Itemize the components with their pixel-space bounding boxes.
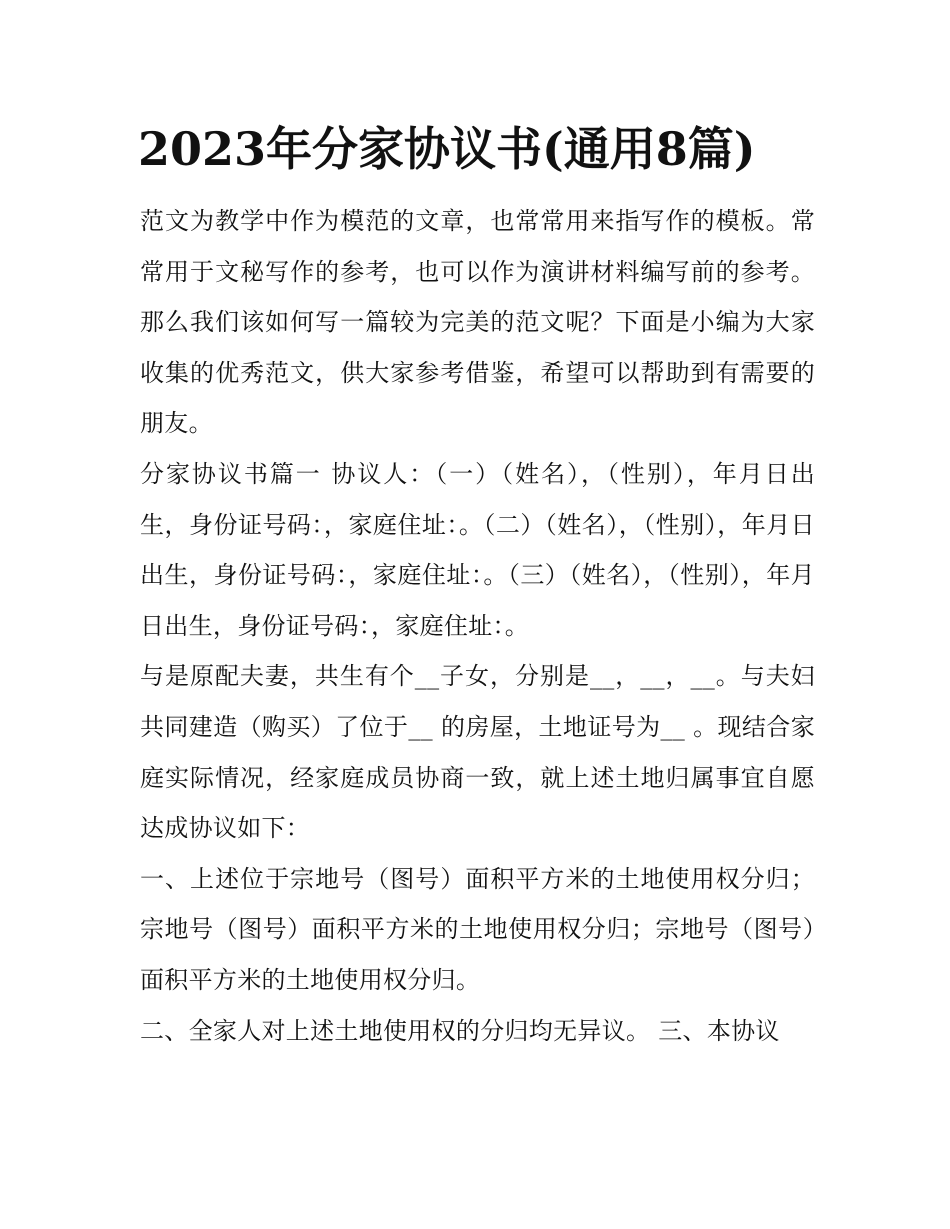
document-body bbox=[140, 196, 815, 1056]
clause-two-paragraph: 二、全家人对上述土地使用权的分归均无异议。 三、本协议 bbox=[140, 1016, 780, 1045]
clause-one-paragraph: 一、上述位于宗地号（图号）面积平方米的土地使用权分归；宗地号（图号）面积平方米的土地使用权分归；宗地号（图号）面积平方米的土地使用权分归。 bbox=[140, 864, 815, 994]
background-paragraph: 与是原配夫妻，共生有个__子女，分别是__，__，__。与夫妇共同建造（购买）了位于__ 的房屋，土地证号为__ 。现结合家庭实际情况，经家庭成员协商一致，就上述土地归属事宜自愿达成协议如下： bbox=[140, 662, 815, 843]
document-title: 2023年分家协议书(通用8篇) bbox=[138, 122, 756, 176]
parties-paragraph: 分家协议书篇一 协议人：（一）（姓名），（性别），年月日出生，身份证号码：，家庭住址：。（二）（姓名），（性别），年月日出生，身份证号码：，家庭住址：。（三）（姓名），（性别），年月日出生，身份证号码：，家庭住址：。 bbox=[140, 459, 815, 640]
intro-paragraph: 范文为教学中作为模范的文章，也常常用来指写作的模板。常常用于文秘写作的参考，也可以作为演讲材料编写前的参考。那么我们该如何写一篇较为完美的范文呢？下面是小编为大家收集的优秀范文，供大家参考借鉴，希望可以帮助到有需要的朋友。 bbox=[140, 207, 815, 438]
